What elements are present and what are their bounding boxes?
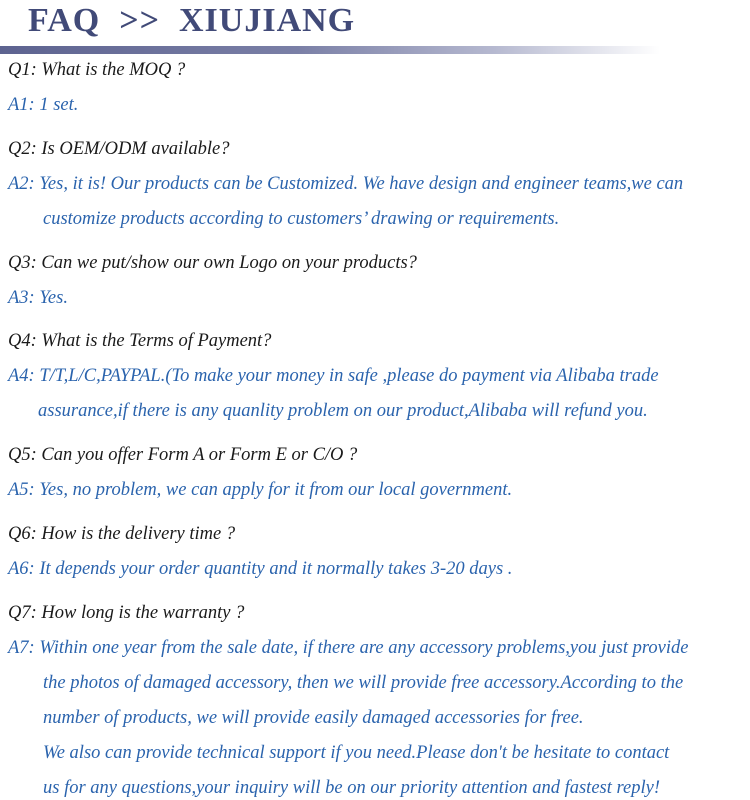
faq-question-5: Q5: Can you offer Form A or Form E or C/O ? [8, 445, 358, 465]
page-title: FAQ >> XIUJIANG [28, 2, 356, 39]
faq-answer-3-line-1: A3: Yes. [8, 288, 68, 308]
faq-question-4: Q4: What is the Terms of Payment? [8, 331, 272, 351]
faq-question-3: Q3: Can we put/show our own Logo on your products? [8, 253, 417, 273]
faq-answer-7-line-1: A7: Within one year from the sale date, if there are any accessory problems,you just provide [8, 638, 689, 658]
faq-answer-7-line-5: us for any questions,your inquiry will be on our priority attention and fastest reply! [43, 778, 660, 798]
faq-answer-7-line-3: number of products, we will provide easily damaged accessories for free. [43, 708, 584, 728]
faq-answer-6-line-1: A6: It depends your order quantity and it normally takes 3-20 days . [8, 559, 513, 579]
faq-answer-2-line-1: A2: Yes, it is! Our products can be Customized. We have design and engineer teams,we can [8, 174, 684, 194]
faq-answer-2-line-2: customize products according to customers’ drawing or requirements. [43, 209, 560, 229]
faq-answer-7-line-2: the photos of damaged accessory, then we will provide free accessory.According to the [43, 673, 684, 693]
faq-question-7: Q7: How long is the warranty ? [8, 603, 245, 623]
faq-answer-7-line-4: We also can provide technical support if you need.Please don't be hesitate to contact [43, 743, 670, 763]
faq-question-1: Q1: What is the MOQ ? [8, 60, 186, 80]
faq-answer-5-line-1: A5: Yes, no problem, we can apply for it from our local government. [8, 480, 513, 500]
faq-question-2: Q2: Is OEM/ODM available? [8, 139, 230, 159]
faq-question-6: Q6: How is the delivery time ? [8, 524, 236, 544]
faq-answer-4-line-2: assurance,if there is any quanlity problem on our product,Alibaba will refund you. [38, 401, 648, 421]
faq-answer-4-line-1: A4: T/T,L/C,PAYPAL.(To make your money in safe ,please do payment via Alibaba trade [8, 366, 659, 386]
faq-answer-1-line-1: A1: 1 set. [8, 95, 79, 115]
